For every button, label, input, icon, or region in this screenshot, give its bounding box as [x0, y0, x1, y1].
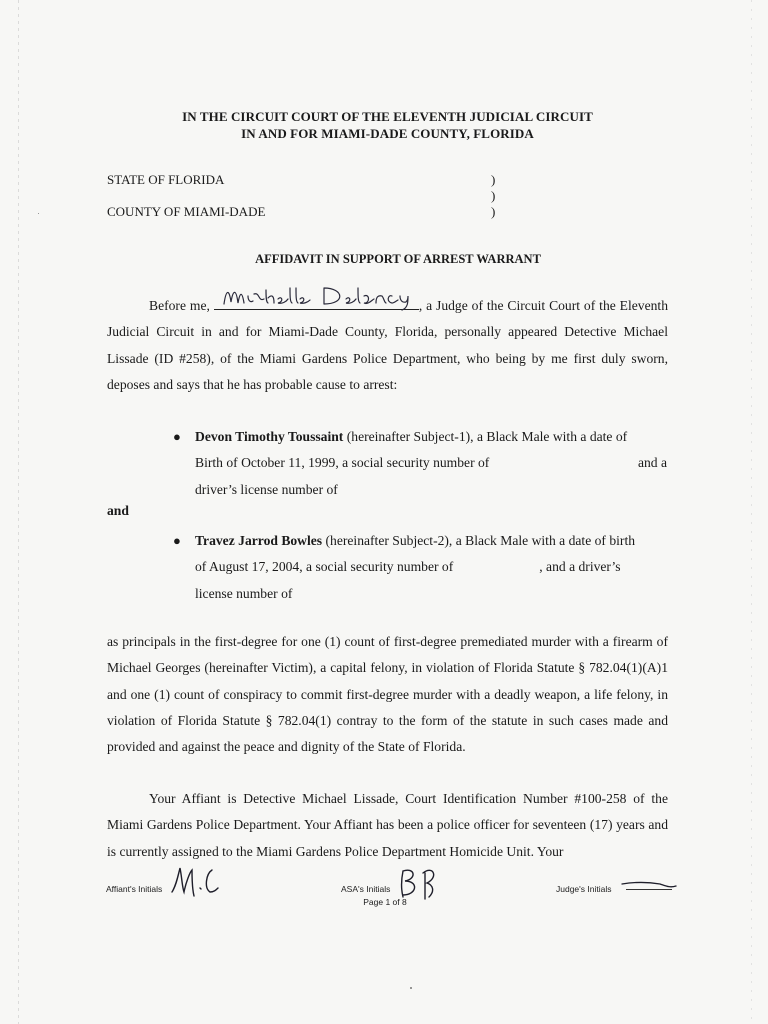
subject-2-and-a: , and a driver’s [539, 559, 621, 575]
judge-initials-line [626, 889, 672, 890]
caption-state-row [107, 172, 496, 188]
court-header-line2: IN AND FOR MIAMI-DADE COUNTY, FLORIDA [241, 126, 534, 141]
charges-paragraph: as principals in the first-degree for one (1) count of first-degree premediated murder with a firearm of Michael Georges (hereinafter Victim), a capital felony, in violation of Florida Statute § 782.04(1)(A)1 and one (1) count of conspiracy to commit first-degree murder with a deadly weapon, a life felony, in violation of Florida Statute § 782.04(1) contray to the form of the statute in such cases made and provided and against the peace and dignity of the State of Florida. [107, 634, 668, 755]
subject-1-name: Devon Timothy Toussaint [195, 429, 344, 444]
and-connector: and [107, 503, 129, 518]
court-header-line1: IN THE CIRCUIT COURT OF THE ELEVENTH JUDICIAL CIRCUIT [182, 109, 593, 124]
subject-2-name: Travez Jarrod Bowles [195, 533, 323, 548]
affiant-initials-icon [170, 862, 222, 900]
scan-speck [410, 987, 412, 989]
asa-initials-label: ASA's Initials [341, 884, 391, 894]
scan-edge-left [18, 0, 19, 1024]
scan-speck [38, 213, 39, 214]
caption-state: STATE OF FLORIDA [107, 172, 225, 187]
affiant-initials-label: Affiant's Initials [106, 884, 163, 894]
subject-2-desc: (hereinafter Subject-2), a Black Male with a date of birth [322, 533, 636, 548]
intro-remainder: , a Judge of the Circuit Court of the Eleventh Judicial Circuit in and for Miami-Dade County, Florida, personally appeared Detective Michael Lissade (ID #258), of the Miami Gardens Police Department, who being by me first duly sworn, deposes and says that he has probable cause to arrest: [107, 298, 668, 392]
subject-1-and-a: and a [637, 455, 667, 471]
judge-signature-line [214, 296, 419, 310]
caption-paren: ) [491, 204, 496, 219]
court-header [100, 108, 675, 142]
asa-initials-icon [397, 863, 447, 901]
caption-paren: ) [491, 172, 496, 187]
bullet-icon: ● [173, 533, 181, 548]
caption-county: COUNTY OF MIAMI-DADE [107, 204, 266, 219]
subject-2-line1 [195, 528, 667, 554]
document-title: AFFIDAVIT IN SUPPORT OF ARREST WARRANT [255, 252, 541, 266]
intro-paragraph [107, 293, 668, 398]
affiant-paragraph-text: Your Affiant is Detective Michael Lissade, Court Identification Number #100-258 of the Miami Gardens Police Department. Your Affiant has been a police officer for seventeen (17) years and is currently assigned to the Miami Gardens Police Department Homicide Unit. Your [107, 791, 668, 859]
subject-2-line3: license number of [195, 585, 293, 601]
case-caption [107, 172, 496, 220]
caption-county-row [107, 204, 496, 220]
page-number: Page 1 of 8 [363, 897, 407, 907]
subject-2-block [173, 528, 667, 607]
judge-initials-icon [620, 878, 680, 894]
subject-1-desc: (hereinafter Subject-1), a Black Male with a date of [343, 429, 628, 444]
judge-signature-icon [220, 282, 420, 312]
subject-2-ssn-label: of August 17, 2004, a social security number of [195, 559, 454, 575]
subject-1-line3: driver’s license number of [195, 481, 338, 497]
subject-2-line2 [195, 554, 667, 580]
subject-1-block [173, 424, 667, 503]
before-me-text: Before me, [149, 298, 210, 313]
subject-1-ssn-label: Birth of October 11, 1999, a social security number of [195, 455, 490, 471]
scan-edge-right [751, 0, 752, 1024]
caption-middle-row [107, 188, 496, 204]
subject-1-line2 [195, 450, 667, 476]
affiant-paragraph [107, 786, 668, 865]
bullet-icon: ● [173, 429, 181, 444]
subject-1-line1 [195, 424, 667, 450]
judge-initials-label: Judge's Initials [556, 884, 612, 894]
caption-paren: ) [491, 188, 496, 203]
